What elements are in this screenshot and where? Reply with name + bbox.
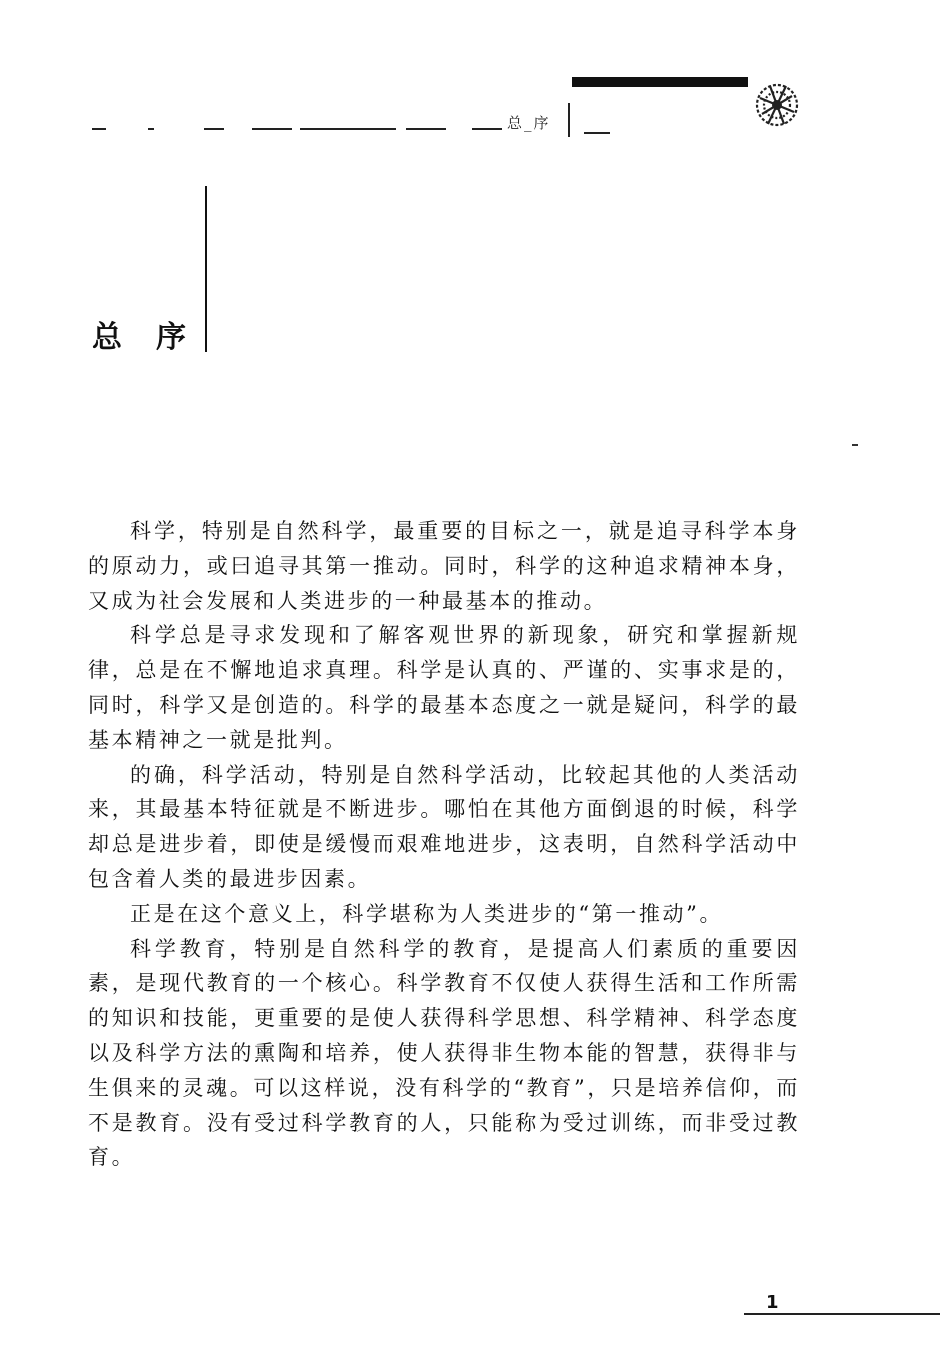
- scan-mark: [852, 444, 858, 446]
- decorative-emblem-icon: [748, 76, 806, 134]
- footer-rule: [744, 1313, 940, 1315]
- body-text: [88, 514, 800, 1175]
- paragraph: 正是在这个意义上，科学堪称为人类进步的“第一推动”。: [130, 901, 724, 926]
- page-number: 1: [766, 1292, 779, 1313]
- chapter-title: 总序: [92, 320, 220, 355]
- header-thick-bar: [572, 77, 748, 87]
- running-head: 总_序: [507, 114, 551, 132]
- paragraph: 科学教育，特别是自然科学的教育，是提高人们素质的重要因素，是现代教育的一个核心。科学教育不仅使人获得生活和工作所需的知识和技能，更重要的是使人获得科学思想、科学精神、科学态度以及科学方法的熏陶和培养，使人获得非生物本能的智慧，获得非与生俱来的灵魂。可以这样说，没有科学的“教育”，只是培养信仰，而不是教育。没有受过科学教育的人，只能称为受过训练，而非受过教育。: [88, 936, 800, 1170]
- paragraph: 科学总是寻求发现和了解客观世界的新现象，研究和掌握新规律，总是在不懈地追求真理。科学是认真的、严谨的、实事求是的，同时，科学又是创造的。科学的最基本态度之一就是疑问，科学的最基本精神之一就是批判。: [88, 623, 800, 752]
- header-divider: [568, 103, 570, 137]
- paragraph: 的确，科学活动，特别是自然科学活动，比较起其他的人类活动来，其最基本特征就是不断进步。哪怕在其他方面倒退的时候，科学却总是进步着，即使是缓慢而艰难地进步，这表明，自然科学活动中包含着人类的最进步因素。: [88, 762, 800, 891]
- header-rule-dashes: [92, 128, 512, 132]
- header-rule-tail: [584, 132, 610, 134]
- paragraph: 科学，特别是自然科学，最重要的目标之一，就是追寻科学本身的原动力，或曰追寻其第一推动。同时，科学的这种追求精神本身，又成为社会发展和人类进步的一种最基本的推动。: [88, 519, 800, 613]
